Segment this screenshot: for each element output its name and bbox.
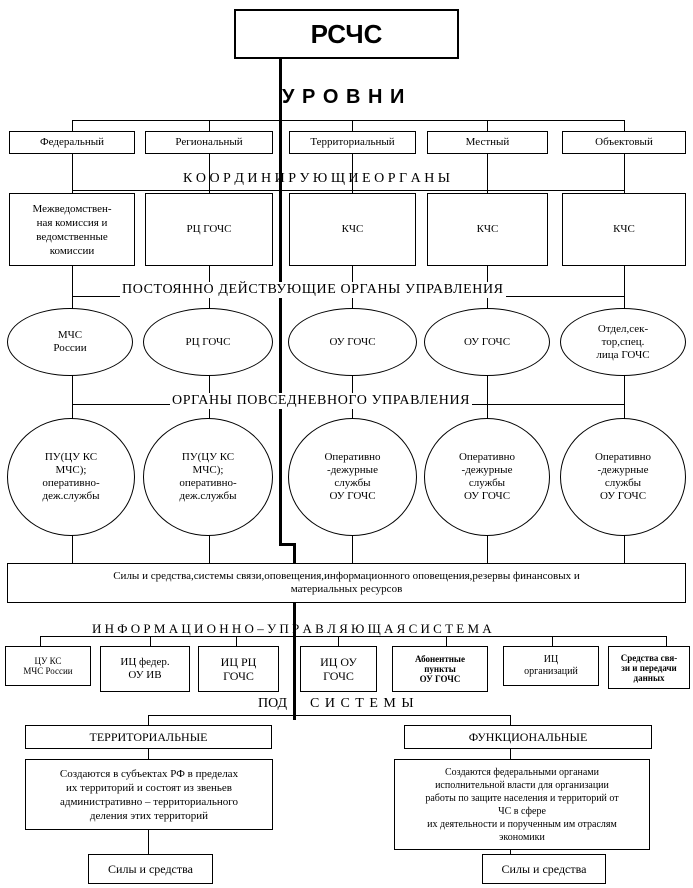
- info-node-ic-ou-gochs: ИЦ ОУ ГОЧС: [300, 646, 377, 692]
- perm-gochs-department: Отдел,сек- тор,спец. лица ГОЧС: [560, 308, 686, 376]
- coordinating-rail: [72, 190, 624, 191]
- forces-and-resources-box: Силы и средства,системы связи,оповещения,информационного оповещения,резервы финансовых и материальных ресурсов: [7, 563, 686, 603]
- info-drop-4: [338, 636, 339, 646]
- info-drop-1: [40, 636, 41, 646]
- subsystem-territorial-title: ТЕРРИТОРИАЛЬНЫЕ: [25, 725, 272, 749]
- subsystems-header-prefix: ПОД: [258, 696, 288, 711]
- level-regional: Региональный: [145, 131, 273, 154]
- info-drop-5: [446, 636, 447, 646]
- subsystems-header: С И С Т Е М Ы: [310, 696, 415, 711]
- info-node-ic-rc-gochs: ИЦ РЦ ГОЧС: [198, 646, 279, 692]
- info-node-subscriber-points: Абонентные пункты ОУ ГОЧС: [392, 646, 488, 692]
- info-node-cu-ks-mchs: ЦУ КС МЧС России: [5, 646, 91, 686]
- perm-ou-gochs-territorial: ОУ ГОЧС: [288, 308, 417, 376]
- subsystem-territorial-forces: Силы и средства: [88, 854, 213, 884]
- level-object: Объектовый: [562, 131, 686, 154]
- coordinating-header: К О О Р Д И Н И Р У Ю Щ И Е О Р Г А Н Ы: [183, 171, 451, 186]
- rschs-title-box: [234, 9, 459, 59]
- daily-header: ОРГАНЫ ПОВСЕДНЕВНОГО УПРАВЛЕНИЯ: [172, 393, 471, 408]
- info-drop-6: [552, 636, 553, 646]
- daily-duty-services-object: Оперативно -дежурные службы ОУ ГОЧС: [560, 418, 686, 536]
- subsystem-functional-description: Создаются федеральными органами исполнительной власти для организации работы по защите населения и территорий от ЧС в сфере их деятельности и порученным им отраслям экономики: [394, 759, 650, 850]
- subsystem-functional-forces: Силы и средства: [482, 854, 606, 884]
- subsystem-territorial-description: Создаются в субъектах РФ в пределах их территорий и состоят из звеньев административно – территориального деления этих территорий: [25, 759, 273, 830]
- territorial-link-2: [148, 830, 149, 854]
- info-drop-3: [236, 636, 237, 646]
- coord-kchs-territorial: КЧС: [289, 193, 416, 266]
- permanent-header: ПОСТОЯННО ДЕЙСТВУЮЩИЕ ОРГАНЫ УПРАВЛЕНИЯ: [122, 282, 504, 297]
- levels-rail: [72, 120, 624, 121]
- coord-interdepartmental-commission: Межведомствен- ная комиссия и ведомственные комиссии: [9, 193, 135, 266]
- levels-header: У Р О В Н И: [282, 86, 406, 108]
- perm-mchs-russia: МЧС России: [7, 308, 133, 376]
- coord-rc-gochs: РЦ ГОЧС: [145, 193, 273, 266]
- subsystem-drop-functional: [510, 715, 511, 725]
- daily-duty-services-local: Оперативно -дежурные службы ОУ ГОЧС: [424, 418, 550, 536]
- info-node-ic-organizations: ИЦ организаций: [503, 646, 599, 686]
- coord-kchs-local: КЧС: [427, 193, 548, 266]
- level-local: Местный: [427, 131, 548, 154]
- subsystems-rail: [148, 715, 510, 716]
- level-territorial: Территориальный: [289, 131, 416, 154]
- level-federal: Федеральный: [9, 131, 135, 154]
- functional-link-1: [510, 749, 511, 759]
- subsystem-drop-territorial: [148, 715, 149, 725]
- info-node-communication-means: Средства свя- зи и передачи данных: [608, 646, 690, 689]
- subsystem-functional-title: ФУНКЦИОНАЛЬНЫЕ: [404, 725, 652, 749]
- daily-duty-services-territorial: Оперативно -дежурные службы ОУ ГОЧС: [288, 418, 417, 536]
- info-drop-7: [666, 636, 667, 646]
- info-node-ic-federal: ИЦ федер. ОУ ИВ: [100, 646, 190, 692]
- info-system-header: И Н Ф О Р М А Ц И О Н Н О – У П Р А В Л Я Ю Щ А Я С И С Т Е М А: [92, 621, 492, 636]
- perm-ou-gochs-local: ОУ ГОЧС: [424, 308, 550, 376]
- central-spine-top: [279, 59, 282, 545]
- daily-pu-cu-ks-federal: ПУ(ЦУ КС МЧС); оперативно- деж.службы: [7, 418, 135, 536]
- daily-pu-cu-ks-regional: ПУ(ЦУ КС МЧС); оперативно- деж.службы: [143, 418, 273, 536]
- info-drop-2: [150, 636, 151, 646]
- territorial-link-1: [148, 749, 149, 759]
- perm-rc-gochs: РЦ ГОЧС: [143, 308, 273, 376]
- rschs-title: РСЧС: [310, 18, 383, 49]
- coord-kchs-object: КЧС: [562, 193, 686, 266]
